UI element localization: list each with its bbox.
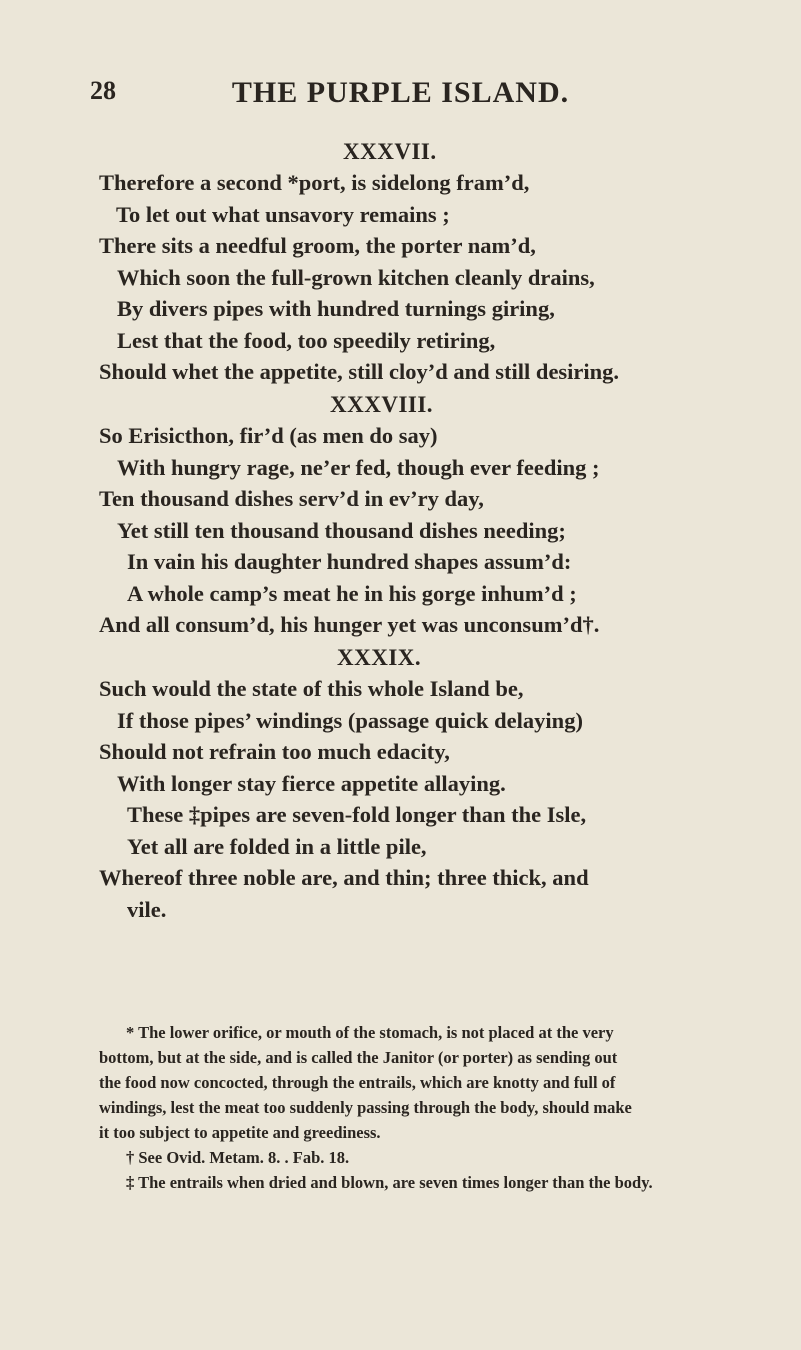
verse-line: Such would the state of this whole Island be, [99, 676, 524, 701]
footnote-line: windings, lest the meat too suddenly passing through the body, should make [99, 1098, 632, 1117]
verse-line: So Erisicthon, fir’d (as men do say) [99, 423, 438, 448]
verse-line: With longer stay fierce appetite allaying. [117, 771, 506, 796]
footnote-line: * The lower orifice, or mouth of the stomach, is not placed at the very [126, 1023, 614, 1042]
verse-line: These ‡pipes are seven-fold longer than the Isle, [127, 802, 587, 827]
verse-line: To let out what unsavory remains ; [116, 202, 450, 227]
running-title: THE PURPLE ISLAND. [231, 76, 570, 109]
verse-line: Yet all are folded in a little pile, [127, 834, 427, 859]
verse-line: If those pipes’ windings (passage quick delaying) [117, 708, 583, 733]
verse-line: Therefore a second *port, is sidelong fram’d, [99, 170, 530, 195]
footnote-line: † See Ovid. Metam. 8. . Fab. 18. [126, 1148, 350, 1167]
verse-line: vile. [127, 897, 167, 922]
footnote-line: bottom, but at the side, and is called the Janitor (or porter) as sending out [99, 1048, 618, 1067]
stanza-heading: XXXVII. [343, 139, 437, 164]
verse-line: Lest that the food, too speedily retiring, [117, 328, 496, 353]
verse-line: Ten thousand dishes serv’d in ev’ry day, [99, 486, 484, 511]
verse-line: Should whet the appetite, still cloy’d and still desiring. [99, 359, 620, 384]
verse-line: There sits a needful groom, the porter nam’d, [99, 233, 536, 258]
verse-line: By divers pipes with hundred turnings giring, [117, 296, 555, 321]
verse-line: Should not refrain too much edacity, [99, 739, 450, 764]
footnote-line: the food now concocted, through the entrails, which are knotty and full of [99, 1073, 616, 1092]
verse-line: In vain his daughter hundred shapes assum’d: [127, 549, 572, 574]
footnote-line: ‡ The entrails when dried and blown, are seven times longer than the body. [126, 1173, 653, 1192]
stanza-heading: XXXIX. [337, 645, 422, 670]
verse-line: With hungry rage, ne’er fed, though ever feeding ; [117, 455, 600, 480]
stanza-heading: XXXVIII. [330, 392, 434, 417]
page-number: 28 [90, 76, 116, 105]
verse-line: Yet still ten thousand thousand dishes needing; [117, 518, 566, 543]
verse-line: Which soon the full-grown kitchen cleanly drains, [117, 265, 595, 290]
verse-line: Whereof three noble are, and thin; three thick, and [99, 865, 589, 890]
verse-line: And all consum’d, his hunger yet was unconsum’d†. [99, 612, 600, 637]
footnote-line: it too subject to appetite and greediness. [99, 1123, 381, 1142]
verse-line: A whole camp’s meat he in his gorge inhum’d ; [127, 581, 577, 606]
page-header [0, 76, 801, 116]
